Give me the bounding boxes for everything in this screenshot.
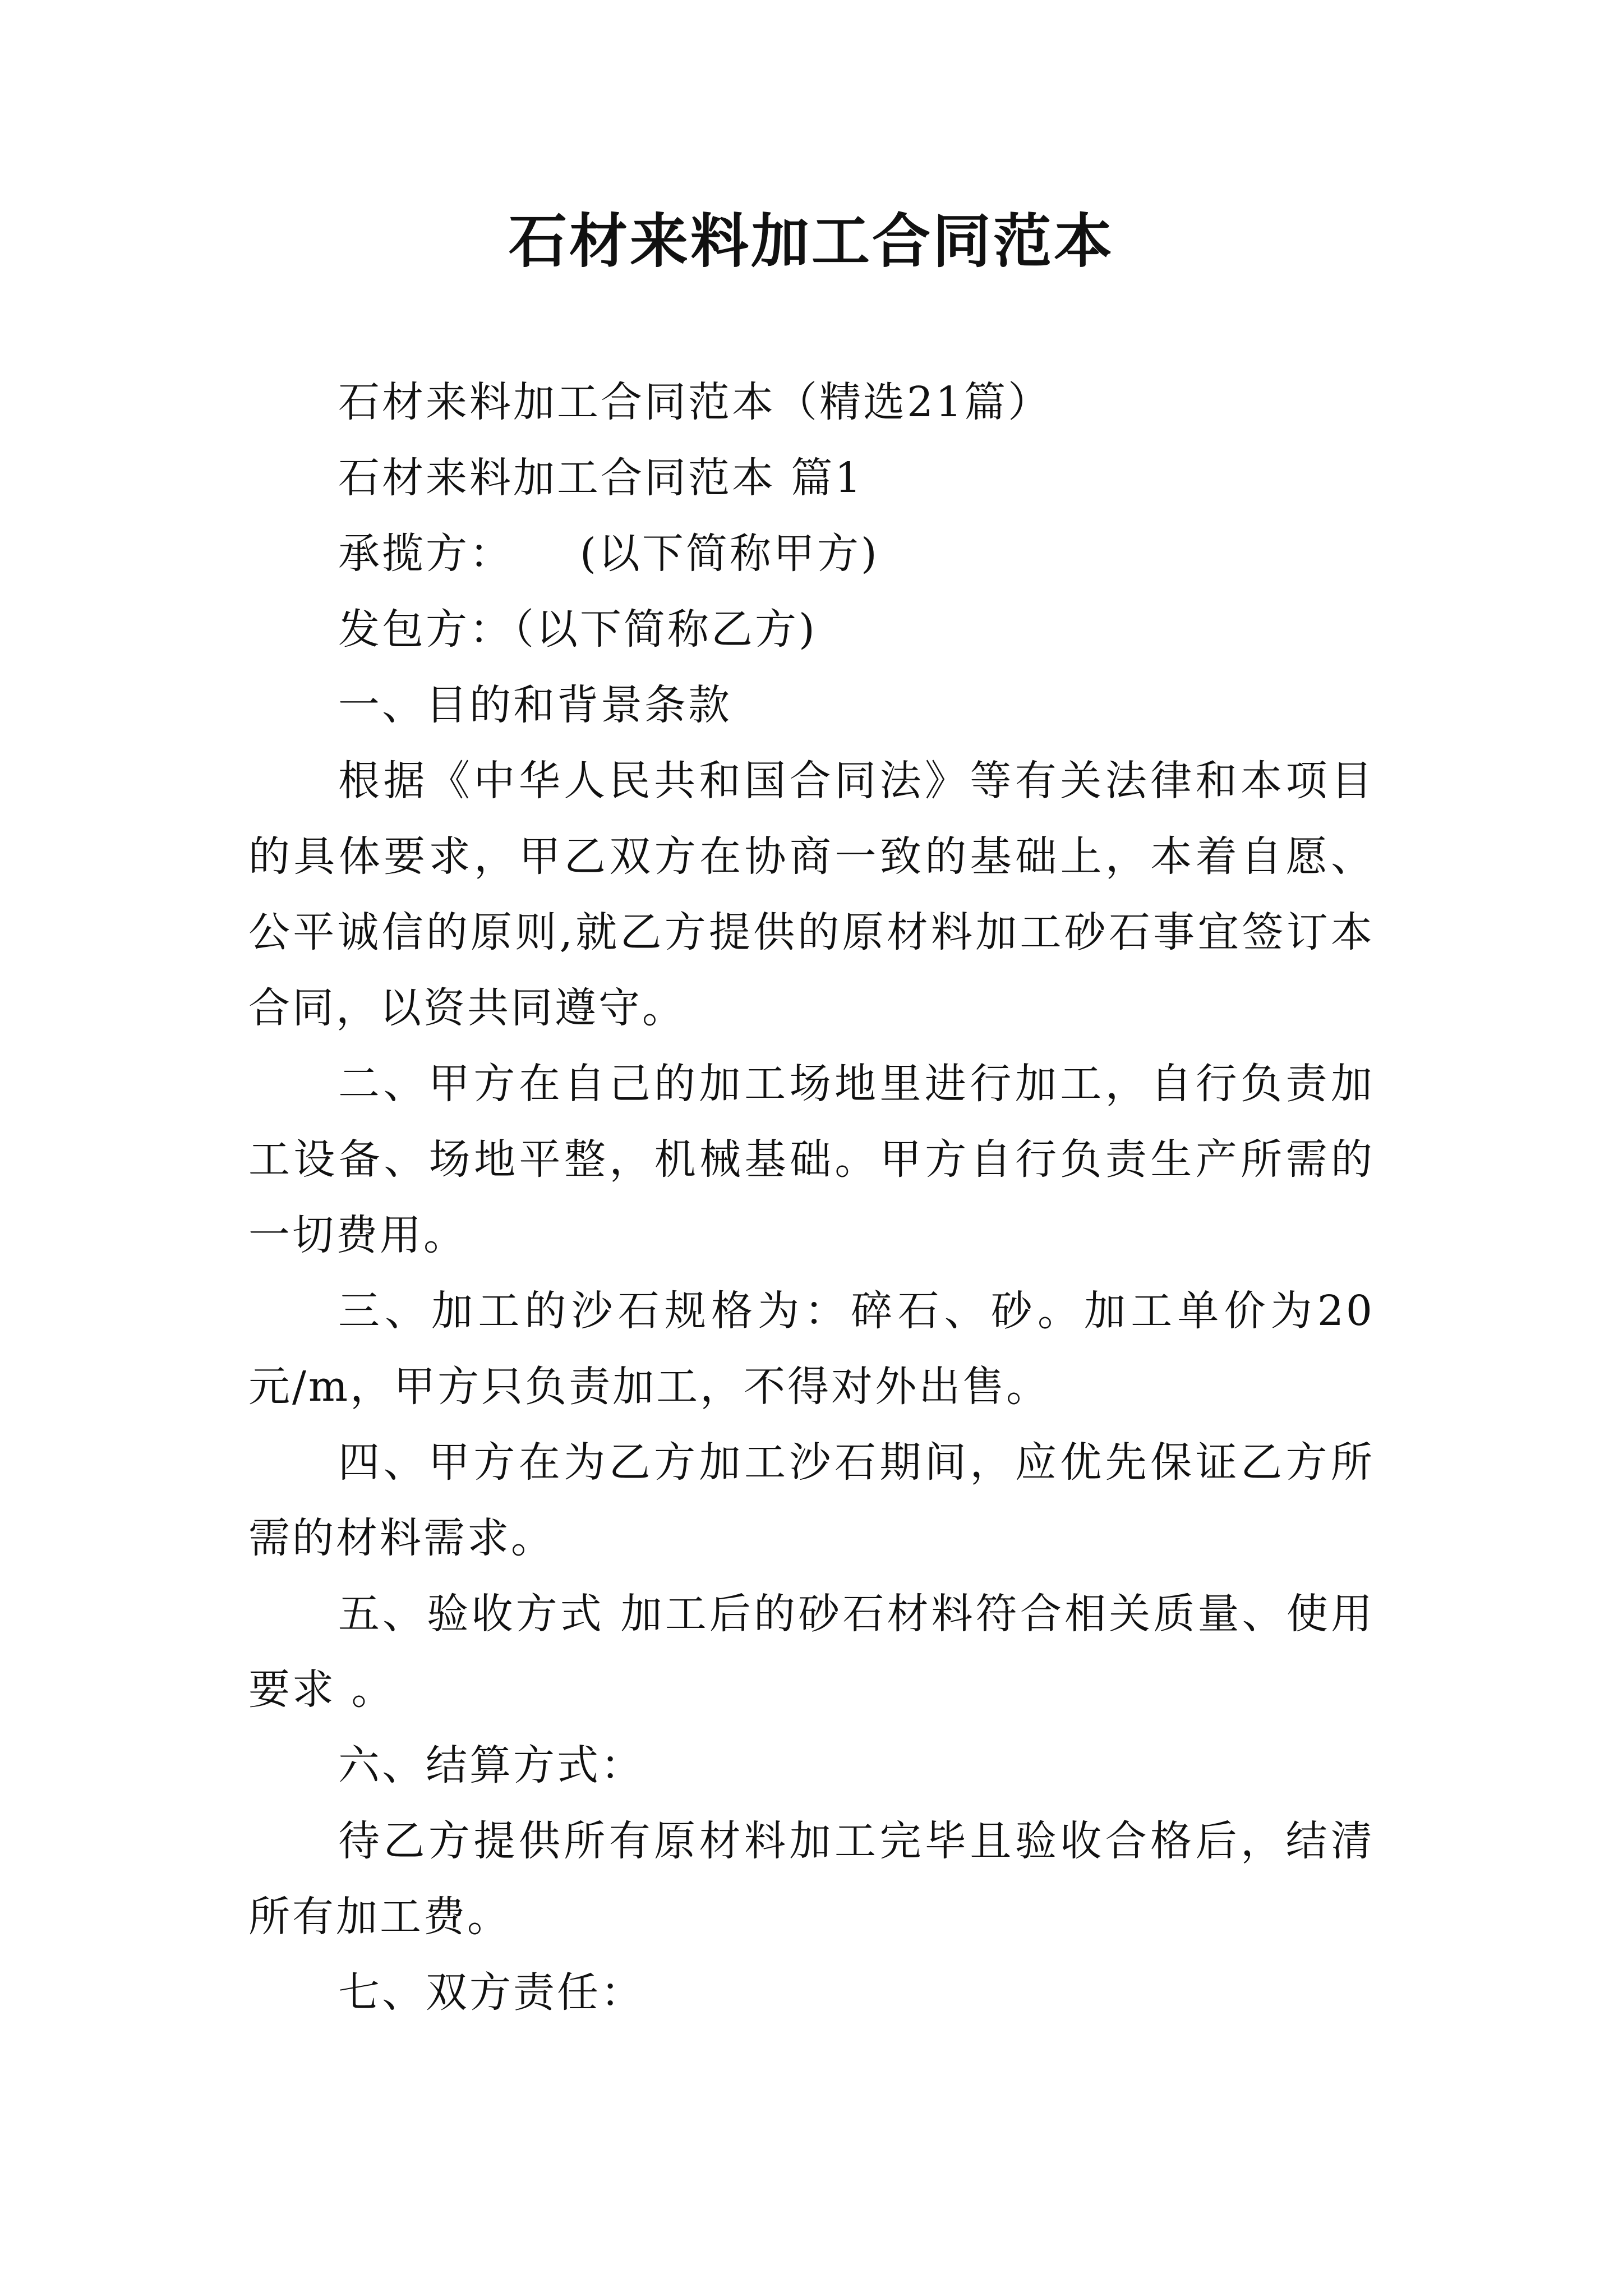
paragraph-clause-2: 二、甲方在自己的加工场地里进行加工，自行负责加工设备、场地平整，机械基础。甲方自行负责生产所需的一切费用。 xyxy=(248,1060,1375,1259)
paragraph-client: 发包方：（以下简称乙方) xyxy=(338,605,817,654)
paragraph-contractor: 承揽方： (以下简称甲方) xyxy=(338,530,879,578)
paragraph-clause-6-body: 待乙方提供所有原材料加工完毕且验收合格后，结清所有加工费。 xyxy=(248,1817,1375,1941)
document-title: 石材来料加工合同范本 xyxy=(508,206,1114,275)
paragraph-clause-1-body: 根据《中华人民共和国合同法》等有关法律和本项目的具体要求，甲乙双方在协商一致的基础上，本着自愿、公平诚信的原则,就乙方提供的原材料加工砂石事宜签订本合同，以资共同遵守。 xyxy=(248,757,1375,1032)
paragraph-section-heading: 石材来料加工合同范本 篇1 xyxy=(338,454,864,502)
paragraph-clause-5: 五、验收方式 加工后的砂石材料符合相关质量、使用要求 。 xyxy=(248,1590,1375,1714)
document-body xyxy=(248,365,1375,2031)
paragraph-clause-4: 四、甲方在为乙方加工沙石期间，应优先保证乙方所需的材料需求。 xyxy=(248,1438,1375,1562)
paragraph-clause-6-heading: 六、结算方式： xyxy=(338,1741,644,1789)
paragraph-clause-7-heading: 七、双方责任： xyxy=(338,1968,644,2017)
paragraph-clause-3: 三、加工的沙石规格为：碎石、砂。加工单价为20元/m，甲方只负责加工，不得对外出售。 xyxy=(248,1287,1375,1411)
paragraph-subtitle: 石材来料加工合同范本（精选21篇） xyxy=(338,378,1052,426)
paragraph-clause-1-heading: 一、目的和背景条款 xyxy=(338,681,732,729)
